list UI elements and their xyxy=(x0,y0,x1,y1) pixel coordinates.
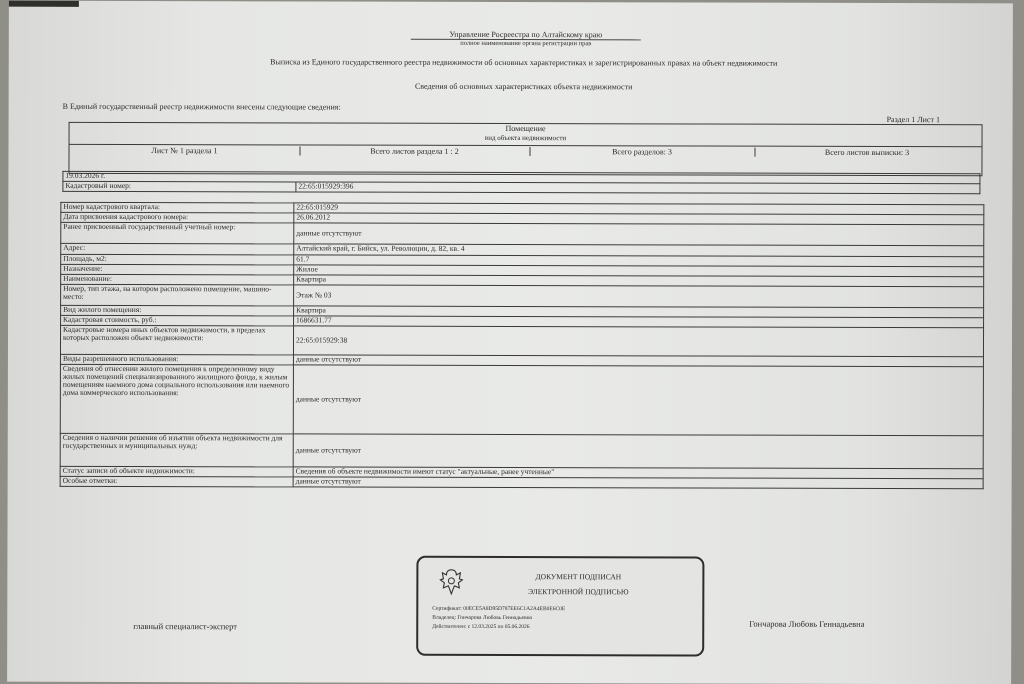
document-title: Выписка из Единого государственного реестра недвижимости об основных характеристиках и зарегистрированных правах на объект недвижимости xyxy=(270,57,778,68)
object-type: Помещение xyxy=(505,123,546,134)
row-label: Кадастровая стоимость, руб.: xyxy=(61,315,294,326)
stamp-line-1: ДОКУМЕНТ ПОДПИСАН xyxy=(535,572,622,582)
sheets-total: Всего листов выписки: 3 xyxy=(824,147,910,158)
stamp-cert: Сертификат: 00ECE5A8D95D787EE6C1A2A4EB0E6C0E xyxy=(432,605,566,613)
agency-note: полное наименование органа регистрации прав xyxy=(411,39,641,48)
row-label: Дата присвоения кадастрового номера: xyxy=(61,212,294,223)
stamp-line-2: ЭЛЕКТРОННОЙ ПОДПИСЬЮ xyxy=(528,587,629,597)
row-value: Этаж № 03 xyxy=(294,285,984,308)
row-value: 61.7 xyxy=(294,255,984,267)
e-signature-stamp xyxy=(416,556,704,657)
row-value: 1686631.77 xyxy=(294,316,984,328)
row-value: Сведения об объекте недвижимости имеют статус "актуальные, ранее учтенные" xyxy=(293,467,983,479)
table-row xyxy=(60,476,983,488)
row-label: Назначение: xyxy=(61,264,294,275)
table-row xyxy=(60,364,983,435)
row-value: данные отсутствуют xyxy=(294,223,984,246)
row-label: Наименование: xyxy=(61,274,294,285)
sheet-info-row xyxy=(69,144,981,160)
row-label: Сведения о наличии решения об изъятии объекта недвижимости для государственных и муниципальных нужд: xyxy=(60,433,293,467)
row-label: Адрес: xyxy=(61,243,294,255)
row-value: данные отсутствуют xyxy=(293,477,983,489)
signer-position: главный специалист-эксперт xyxy=(133,621,237,632)
row-value: Жилое xyxy=(294,265,984,277)
scan-shadow xyxy=(9,1,79,7)
row-value: Квартира xyxy=(294,275,984,287)
row-value: 26.06.2012 xyxy=(294,213,984,225)
stamp-valid: Действителен: с 12.03.2025 по 05.06.2026 xyxy=(432,623,530,631)
agency-name: Управление Росреестра по Алтайскому краю xyxy=(449,29,603,40)
row-label: Статус записи об объекте недвижимости: xyxy=(60,466,293,477)
row-label: Кадастровые номера иных объектов недвижимости, в пределах которых расположен объект недвижимости: xyxy=(60,325,293,355)
sections-total: Всего разделов: 3 xyxy=(529,147,755,157)
row-label: Сведения об отнесении жилого помещения к определенному виду жилых помещений специализированного жилищного фонда, к жилым помещениям наемного дома социального использования или наемного дома коммерческого использования: xyxy=(60,364,293,434)
row-label: Ранее присвоенный государственный учетный номер: xyxy=(61,222,294,244)
sheets-in-section: Всего листов раздела 1 : 2 xyxy=(299,146,530,156)
stamp-owner: Владелец: Гончарова Любовь Геннадьевна xyxy=(432,614,532,622)
summary-table xyxy=(62,171,980,194)
table-row xyxy=(60,433,983,468)
row-label: Номер, тип этажа, на котором расположено помещение, машино-место: xyxy=(61,284,294,306)
row-value: 22:65:015929:38 xyxy=(293,326,983,357)
row-value: данные отсутствуют xyxy=(293,365,983,436)
row-value: 22:65:015929 xyxy=(294,203,984,215)
section-page-label: Раздел 1 Лист 1 xyxy=(886,114,940,125)
characteristics-table xyxy=(60,202,985,489)
row-label: Виды разрешенного использования: xyxy=(60,354,293,365)
signer-name: Гончарова Любовь Геннадьевна xyxy=(749,618,865,629)
row-label: Особые отметки: xyxy=(60,476,293,487)
row-value: Алтайский край, г. Бийск, ул. Революции, д. 82, кв. 4 xyxy=(294,244,984,257)
table-row xyxy=(61,284,984,307)
table-row xyxy=(60,325,983,356)
row-value: данные отсутствуют xyxy=(293,355,983,367)
row-value: Квартира xyxy=(294,306,984,318)
table-row xyxy=(61,222,984,245)
row-label: Площадь, м2: xyxy=(61,254,294,265)
row-value: данные отсутствуют xyxy=(293,434,983,469)
section-title: Сведения об основных характеристиках объекта недвижимости xyxy=(414,81,633,92)
row-label: Номер кадастрового квартала: xyxy=(61,202,294,213)
object-type-note: вид объекта недвижимости xyxy=(70,133,982,147)
cadastral-value: 22:65:015929:396 xyxy=(296,182,980,194)
extract-date: 19.03.2026 г. xyxy=(63,171,980,183)
emblem-icon xyxy=(438,568,464,596)
row-label: Вид жилого помещения: xyxy=(61,305,294,316)
intro-text: В Единый государственный реестр недвижимости внесены следующие сведения: xyxy=(62,101,341,112)
sheet-number: Лист № 1 раздела 1 xyxy=(69,146,300,156)
document-sheet xyxy=(7,1,1013,684)
cadastral-label: Кадастровый номер: xyxy=(63,181,296,192)
object-header xyxy=(68,122,982,176)
